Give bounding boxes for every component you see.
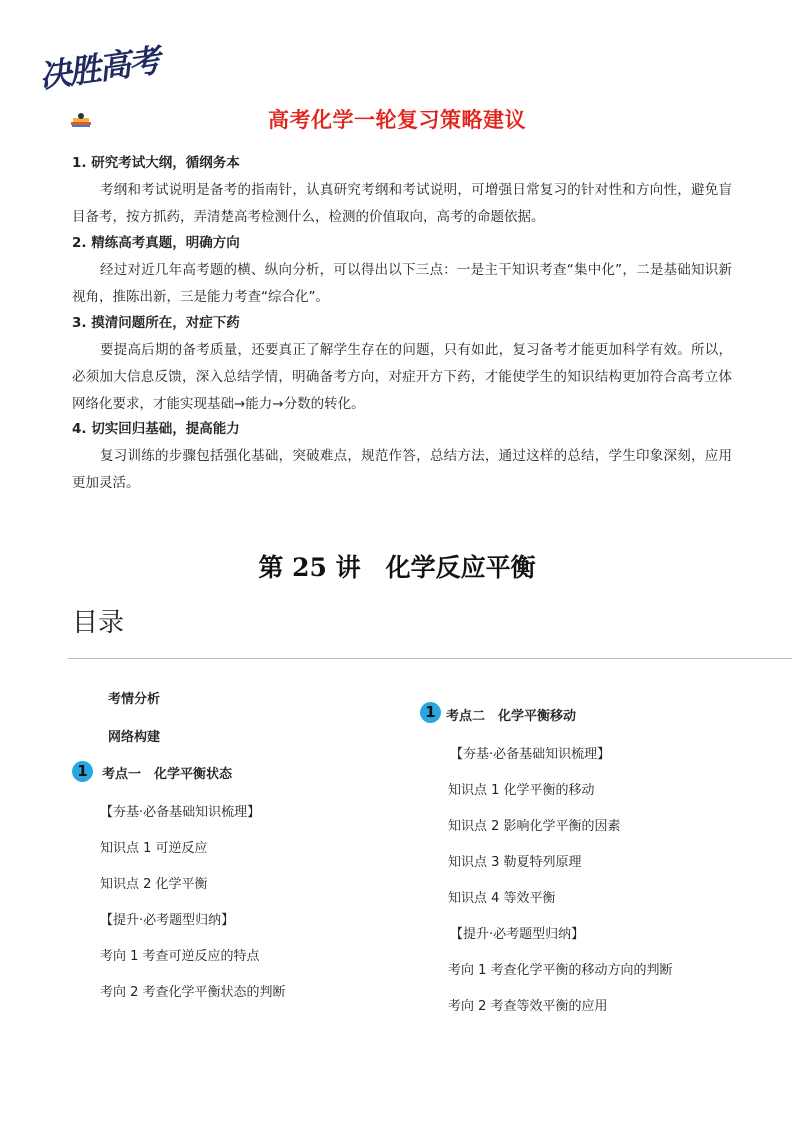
toc-item-direction-1-2[interactable]: 考向 2 考查化学平衡状态的判断 [100,985,286,1000]
logo-text: 决胜高考 [36,41,161,96]
toc-item-improve-2[interactable]: 【提升·必考题型归纳】 [450,927,585,942]
toc-item-direction-2-1[interactable]: 考向 1 考查化学平衡的移动方向的判断 [448,963,673,978]
toc-item-knowledge-1-1[interactable]: 知识点 1 可逆反应 [100,841,208,856]
advice-body: 经过对近几年高考题的横、纵向分析，可以得出以下三点：一是主干知识考查“集中化”，二是基础知识新视角，推陈出新，三是能力考查“综合化”。 [72,262,732,305]
advice-section-2 [72,230,732,311]
page-title: 高考化学一轮复习策略建议 [268,108,526,132]
advice-section-1 [72,150,732,231]
toc-item-knowledge-2-2[interactable]: 知识点 2 影响化学平衡的因素 [448,819,621,834]
toc-item-basic-1[interactable]: 【夯基·必备基础知识梳理】 [100,805,261,820]
advice-section-3 [72,310,732,418]
toc-item-point-2[interactable]: 考点二 化学平衡移动 [446,709,577,724]
point-number-badge: 1 [72,761,93,782]
toc-label: 目录 [72,608,125,638]
toc-item-direction-1-1[interactable]: 考向 1 考查可逆反应的特点 [100,949,260,964]
advice-heading: 1. 研究考试大纲，循纲务本 [72,155,240,171]
advice-body: 考纲和考试说明是备考的指南针，认真研究考纲和考试说明，可增强日常复习的针对性和方向性，避免盲目备考，按方抓药，弄清楚高考检测什么，检测的价值取向，高考的命题依据。 [72,182,732,225]
advice-body: 要提高后期的备考质量，还要真正了解学生存在的问题，只有如此，复习备考才能更加科学有效。所以，必须加大信息反馈，深入总结学情，明确备考方向，对症开方下药，才能使学生的知识结构更加符合高考立体网络化要求，才能实现基础→能力→分数的转化。 [72,342,732,412]
advice-heading: 3. 摸清问题所在，对症下药 [72,315,240,331]
toc-item-knowledge-2-1[interactable]: 知识点 1 化学平衡的移动 [448,783,595,798]
toc-divider [68,658,792,659]
toc-item-knowledge-1-2[interactable]: 知识点 2 化学平衡 [100,877,208,892]
toc-item-analysis[interactable]: 考情分析 [108,692,161,707]
lecture-title: 第 25 讲 化学反应平衡 [258,553,536,582]
toc-item-knowledge-2-4[interactable]: 知识点 4 等效平衡 [448,891,556,906]
advice-body: 复习训练的步骤包括强化基础，突破难点，规范作答，总结方法，通过这样的总结，学生印象深刻，应用更加灵活。 [72,448,732,491]
toc-item-direction-2-2[interactable]: 考向 2 考查等效平衡的应用 [448,999,608,1014]
toc-item-point-1[interactable]: 考点一 化学平衡状态 [102,767,233,782]
advice-heading: 2. 精练高考真题，明确方向 [72,235,240,251]
toc-item-knowledge-2-3[interactable]: 知识点 3 勒夏特列原理 [448,855,582,870]
toc-item-network[interactable]: 网络构建 [108,730,161,745]
advice-section-4 [72,416,732,497]
advice-heading: 4. 切实回归基础，提高能力 [72,421,240,437]
toc-item-improve-1[interactable]: 【提升·必考题型归纳】 [100,913,235,928]
point-number-badge: 1 [420,702,441,723]
toc-item-basic-2[interactable]: 【夯基·必备基础知识梳理】 [450,747,611,762]
